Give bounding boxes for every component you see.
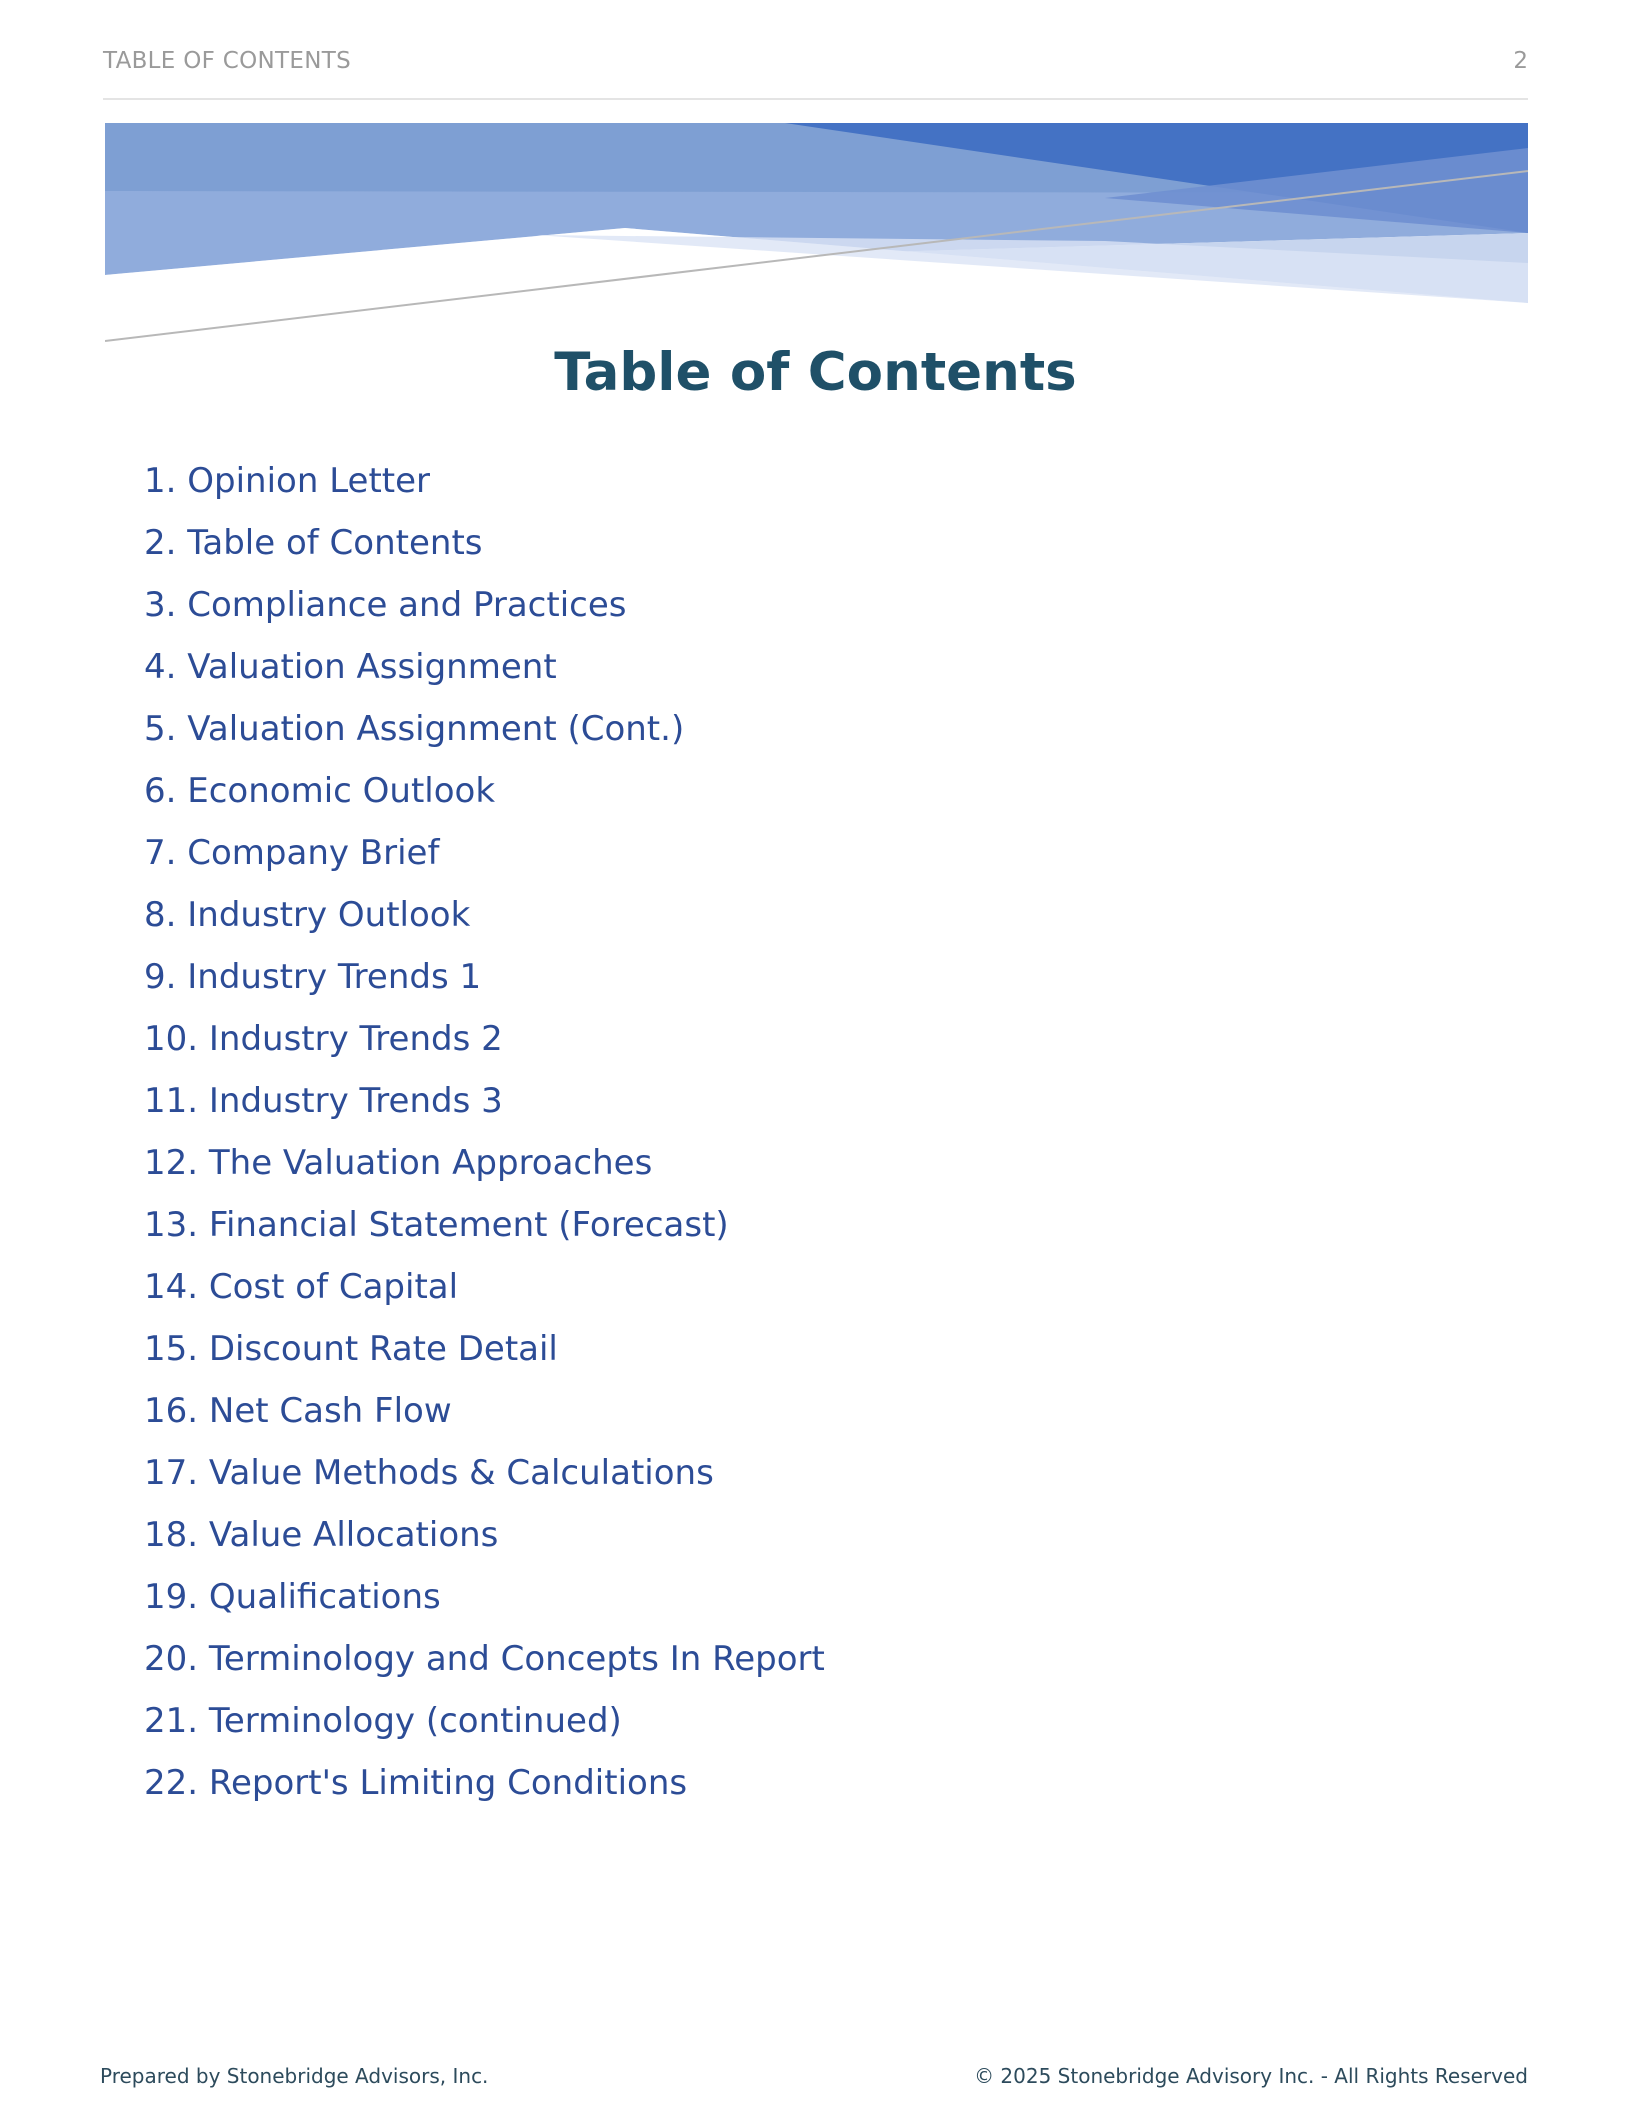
toc-item-terminology-and-concepts[interactable]: 20. Terminology and Concepts In Report [144, 1639, 825, 1679]
header-divider [103, 98, 1528, 100]
toc-list [144, 450, 825, 1814]
toc-item-industry-trends-3[interactable]: 11. Industry Trends 3 [144, 1081, 503, 1121]
toc-item-table-of-contents[interactable]: 2. Table of Contents [144, 523, 483, 563]
toc-item-value-methods[interactable]: 17. Value Methods & Calculations [144, 1453, 714, 1493]
toc-item-company-brief[interactable]: 7. Company Brief [144, 833, 440, 873]
toc-item-value-allocations[interactable]: 18. Value Allocations [144, 1515, 499, 1555]
toc-item-compliance-and-practices[interactable]: 3. Compliance and Practices [144, 585, 627, 625]
toc-item-economic-outlook[interactable]: 6. Economic Outlook [144, 771, 496, 811]
footer-prepared-by: Prepared by Stonebridge Advisors, Inc. [100, 2064, 489, 2088]
toc-item-valuation-assignment[interactable]: 4. Valuation Assignment [144, 647, 557, 687]
toc-item-valuation-assignment-cont[interactable]: 5. Valuation Assignment (Cont.) [144, 709, 685, 749]
toc-item-limiting-conditions[interactable]: 22. Report's Limiting Conditions [144, 1763, 688, 1803]
toc-item-terminology-continued[interactable]: 21. Terminology (continued) [144, 1701, 622, 1741]
toc-item-discount-rate-detail[interactable]: 15. Discount Rate Detail [144, 1329, 558, 1369]
toc-item-industry-trends-2[interactable]: 10. Industry Trends 2 [144, 1019, 503, 1059]
page-title: Table of Contents [554, 342, 1077, 403]
decorative-banner [105, 123, 1528, 343]
toc-item-industry-outlook[interactable]: 8. Industry Outlook [144, 895, 471, 935]
toc-item-net-cash-flow[interactable]: 16. Net Cash Flow [144, 1391, 452, 1431]
toc-item-valuation-approaches[interactable]: 12. The Valuation Approaches [144, 1143, 653, 1183]
toc-item-opinion-letter[interactable]: 1. Opinion Letter [144, 461, 431, 501]
page-number: 2 [1513, 48, 1528, 74]
footer-copyright: © 2025 Stonebridge Advisory Inc. - All Rights Reserved [974, 2064, 1528, 2088]
toc-item-financial-statement[interactable]: 13. Financial Statement (Forecast) [144, 1205, 729, 1245]
toc-item-qualifications[interactable]: 19. Qualifications [144, 1577, 441, 1617]
toc-item-industry-trends-1[interactable]: 9. Industry Trends 1 [144, 957, 482, 997]
toc-item-cost-of-capital[interactable]: 14. Cost of Capital [144, 1267, 459, 1307]
header-section-label: TABLE OF CONTENTS [103, 48, 351, 74]
